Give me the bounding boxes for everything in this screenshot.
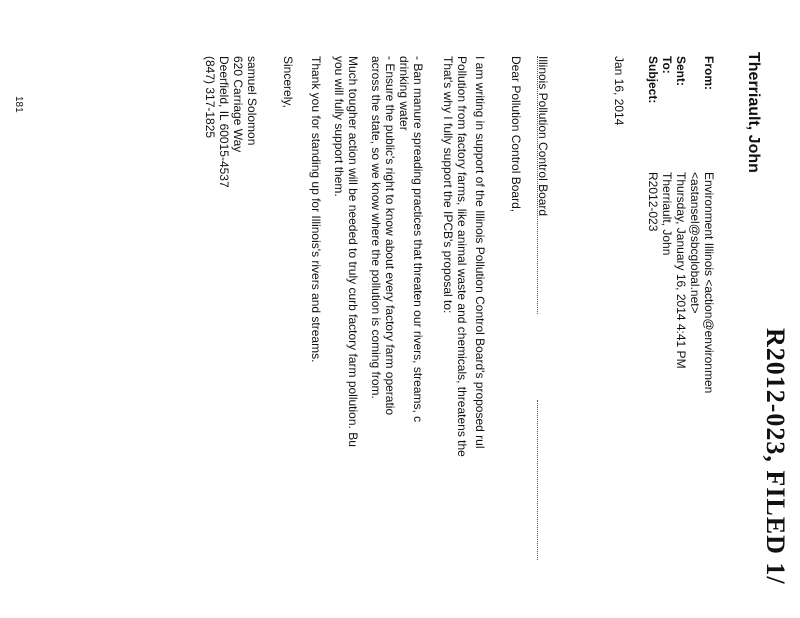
divider-line-dashes: [537, 400, 538, 560]
sent-value: Thursday, January 16, 2014 4:41 PM: [674, 172, 688, 369]
sender-name: Therriault, John: [745, 52, 762, 173]
from-value-cont: <astansel@sbcglobal.net>: [688, 172, 702, 314]
signature-phone: (847) 317-1825: [203, 56, 217, 139]
divider-line: [537, 56, 538, 314]
signature-street: 620 Carriage Way: [231, 56, 245, 153]
signature-name: samuel Solomon: [245, 56, 259, 146]
page-number: 181: [13, 96, 24, 113]
filing-stamp: R2012-023, FILED 1/: [761, 328, 790, 585]
signature-city: Deerfield, IL 60015-4537: [217, 56, 231, 188]
para1-line3: That's why I fully support the IPCB's proposal to:: [441, 56, 455, 314]
letter-date: Jan 16, 2014: [612, 56, 626, 126]
bullet1-line1: - Ban manure spreading practices that threaten our rivers, streams, c: [411, 56, 425, 423]
from-label: From:: [702, 56, 716, 90]
para1-line1: I am writing in support of the Illinois Pollution Control Board's proposed rul: [473, 56, 487, 449]
sent-label: Sent:: [674, 56, 688, 86]
bullet2-line2: across the state, so we know where the pollution is coming from.: [369, 56, 383, 399]
thanks-line: Thank you for standing up for Illinois's rivers and streams.: [309, 56, 323, 363]
para2-line2: you will fully support them.: [332, 56, 346, 197]
salutation: Dear Pollution Control Board,: [509, 56, 523, 213]
bullet2-line1: - Ensure the public's right to know about every factory farm operatio: [383, 56, 397, 416]
from-value: Environment Illinois <action@environmen: [702, 172, 716, 394]
para2-line1: Much tougher action will be needed to truly curb factory farm pollution. Bu: [346, 56, 360, 447]
para1-line2: Pollution from factory farms, like animal waste and chemicals, threatens the: [455, 56, 469, 457]
bullet1-line2: drinking water: [397, 56, 411, 131]
subject-label: Subject:: [646, 56, 660, 104]
recipient: Illinois Pollution Control Board: [536, 56, 550, 217]
subject-value: R2012-023: [646, 172, 660, 232]
closing: Sincerely,: [281, 56, 295, 108]
to-label: To:: [660, 56, 674, 74]
to-value: Therriault, John: [660, 172, 674, 256]
